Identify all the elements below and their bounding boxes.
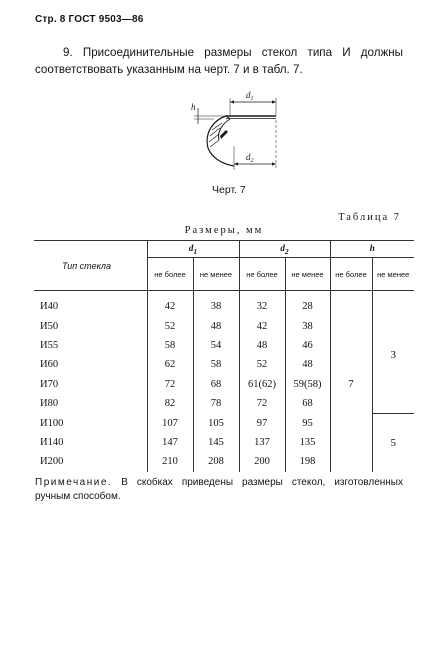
page-header: Стр. 8 ГОСТ 9503—86: [35, 14, 144, 25]
table-row: И60 62 58 52 48: [34, 355, 414, 374]
note-text: В скобках приведены размеры стекол, изготовленных ручным способом.: [35, 477, 403, 502]
dimensions-table: [34, 240, 414, 472]
glass-profile-drawing: [190, 86, 290, 176]
table-row: И50 52 48 42 38: [34, 316, 414, 335]
table-row: И55 58 54 48 46: [34, 336, 414, 355]
paragraph-9: [35, 44, 403, 78]
subheader-d1-max: не более: [147, 258, 193, 291]
label-d2: $d_2$: [246, 152, 254, 164]
col-group-h: h: [330, 241, 414, 258]
table-row: И80 82 78 72 68: [34, 394, 414, 413]
paragraph-number: 9.: [63, 46, 73, 59]
subheader-h-max: не более: [330, 258, 372, 291]
table-title: Размеры, мм: [184, 225, 264, 236]
table-row: И200 210 208 200 198: [34, 452, 414, 471]
figure-caption: Черт. 7: [212, 184, 246, 196]
paragraph-text: Присоединительные размеры стекол типа И должны соответствовать указанным на черт. 7 и в табл. 7.: [35, 46, 403, 76]
h-min-value-upper: 3: [372, 291, 414, 414]
table-row: И140 147 145 137 135: [34, 433, 414, 452]
table-number: Таблица 7: [338, 212, 401, 223]
h-min-value-lower: 5: [372, 413, 414, 471]
subheader-h-min: не менее: [372, 258, 414, 291]
h-max-value: 7: [330, 291, 372, 472]
table-row: И70 72 68 61(62) 59(58): [34, 375, 414, 394]
label-d1: $d_1$: [246, 90, 254, 102]
table-row: И40 42 38 32 28 7 3: [34, 291, 414, 317]
col-group-d2: $d_2$: [239, 241, 330, 258]
subheader-d1-min: не менее: [193, 258, 239, 291]
subheader-d2-min: не менее: [285, 258, 330, 291]
table-note: [35, 476, 403, 504]
col-header-type: Тип стекла: [34, 241, 147, 291]
col-group-d1: $d_1$: [147, 241, 239, 258]
subheader-d2-max: не более: [239, 258, 285, 291]
table-row: И100 107 105 97 95 5: [34, 413, 414, 432]
label-h: h: [191, 102, 196, 112]
note-label: Примечание.: [35, 477, 113, 488]
